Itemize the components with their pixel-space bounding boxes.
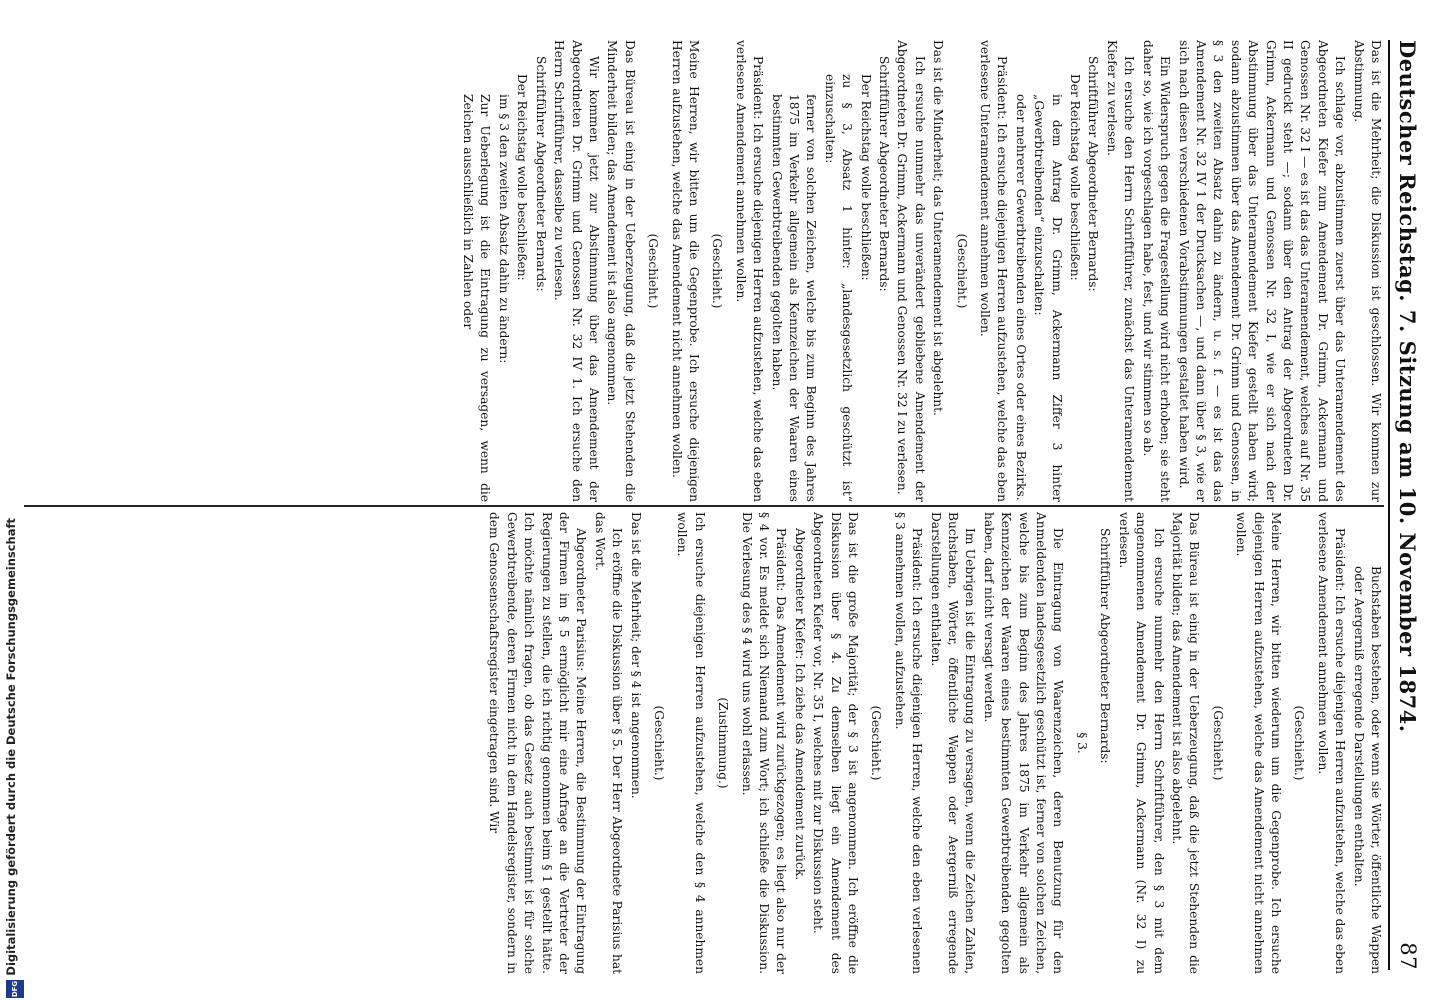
- paragraph: oder mehrerer Gewerbtreibenden eines Ortes oder eines Bezirks.: [1013, 94, 1028, 501]
- paragraph: Buchstaben bestehen, oder wenn sie Wörter, öffentliche Wappen oder Aergerniß erregende Darstellungen enthalten.: [1351, 566, 1383, 974]
- paragraph: (Geschieht.): [651, 705, 666, 781]
- paragraph: in dem Antrag Dr. Grimm, Ackermann Ziffer 3 hinter „Gewerbtreibenden“ einzuschalten:: [1032, 94, 1064, 502]
- paragraph: Ein Widerspruch gegen die Fragestellung wird nicht erhoben; sie steht daher so, wie ich vorgeschlagen habe, fest, und wir stimmen so ab.: [1140, 40, 1173, 502]
- digitization-note: Digitalisierung gefördert durch die Deutsche Forschungsgemeinschaft: [4, 518, 18, 976]
- right-column: [24, 512, 1384, 974]
- paragraph: (Geschieht.): [1210, 705, 1225, 781]
- paragraph: Die Eintragung von Waarenzeichen, deren Benutzung für den Anmeldenden landesgesetzlich geschützt ist, ferner von solchen Zeichen, welche bis zum Beginn des Jahres 1875 im Verkehr allgemein als Kennzeichen der Waaren eines bestimmten Gewerbtreibenden gegolten haben, darf nicht versagt werden.: [981, 512, 1066, 974]
- paragraph: Ich ersuche diejenigen Herren aufzustehen, welche den § 4 annehmen wollen.: [675, 512, 707, 974]
- digitization-sidebar: [0, 0, 36, 1000]
- paragraph: (Geschieht.): [1292, 705, 1307, 781]
- paragraph: (Geschieht.): [869, 705, 884, 781]
- dfg-logo: DFG: [6, 980, 24, 998]
- paragraph: Das ist die Mehrheit; der § 4 ist angenommen.: [628, 512, 643, 799]
- paragraph: Ich ersuche den Herrn Schriftführer, zunächst das Unteramendement Kiefer zu verlesen.: [1104, 40, 1137, 502]
- paragraph: Das ist die Mehrheit; die Diskussion ist geschlossen. Wir kommen zur Abstimmung.: [1351, 40, 1383, 502]
- paragraph: ferner von solchen Zeichen, welche bis zum Beginn des Jahres 1875 im Verkehr allgemein als Kennzeichen der Waaren eines bestimmten Gewerbtreibenden gegolten haben.: [769, 94, 819, 502]
- paragraph: § 3.: [1074, 732, 1089, 754]
- paragraph: Ich eröffne die Diskussion über § 5. Der Herr Abgeordnete Parisius hat das Wort.: [592, 512, 625, 974]
- paragraph: Wir kommen jetzt zur Abstimmung über das Amendement der Abgeordneten Dr. Grimm und Genossen Nr. 32 IV 1. Ich ersuche den Herrn Schriftführer, dasselbe zu verlesen.: [552, 40, 601, 502]
- paragraph: Das Büreau ist einig in der Ueberzeugung, daß die jetzt Stehenden die Minderheit bilden; das Amendement ist also angenommen.: [605, 40, 637, 502]
- paragraph: Meine Herren, wir bitten wiederum um die Gegenprobe. Ich ersuche diejenigen Herren aufzustehen, welche das Amendement nicht annehmen wollen.: [1234, 512, 1283, 974]
- paragraph: Meine Herren, wir bitten um die Gegenprobe. Ich ersuche diejenigen Herren aufzustehen, welche das Amendement nicht annehmen wollen.: [669, 40, 701, 502]
- paragraph: Schriftführer Abgeordneter Bernards:: [533, 56, 548, 292]
- paragraph: (Geschieht.): [954, 233, 969, 309]
- paragraph: Das ist die große Majorität; der § 3 ist angenommen. Ich eröffne die Diskussion über § 4. Zu demselben liegt ein Amendement des Abgeordneten Kiefer vor, Nr. 35 I, welches mit zur Diskussion steht.: [811, 512, 861, 974]
- paragraph: Schriftführer Abgeordneter Bernards:: [1086, 56, 1101, 292]
- paragraph: Präsident: Ich ersuche diejenigen Herren, welche den eben verlesenen § 3 annehmen wollen, aufzustehen.: [892, 512, 925, 974]
- paragraph: (Geschieht.): [646, 233, 661, 309]
- paragraph: Präsident: Das Amendement wird zurückgezogen; es liegt also nur der § 4 vor. Es meldet sich Niemand zum Wort; ich schließe die Diskussion. Die Verlesung des § 4 wird uns wohl erlassen.: [739, 512, 789, 974]
- paragraph: Präsident: Ich ersuche diejenigen Herren aufzustehen, welche das eben verlesene Amendement annehmen wollen.: [733, 40, 766, 502]
- paragraph: Der Reichstag wolle beschließen:: [858, 74, 873, 281]
- paragraph: Abgeordneter Parisius: Meine Herren, die Bestimmung der Eintragung der Firmen im § 5 ermöglicht mir eine Anfrage an die Vertreter der Regierungen zu stellen, die ich richtig genommen beim § 1 gestellt hätte. Ich möchte nämlich fragen, ob das Gesetz auch bestimmt ist für solche Gewerbtreibende, deren Firmen nicht in dem Handelsregister, sondern in dem Genossenschaftsregister eingetragen sind. Wir: [487, 512, 589, 974]
- paragraph: Der Reichstag wolle beschließen:: [1068, 74, 1083, 281]
- paragraph: Ich ersuche nunmehr das unverändert gebliebene Amendement der Abgeordneten Dr. Grimm, Ackermann und Genossen Nr. 32 I zu verlesen.: [895, 40, 927, 502]
- left-column: [24, 40, 1384, 502]
- paragraph: Das Büreau ist einig in der Ueberzeugung, daß die jetzt Stehenden die Majorität bilden; das Amendement ist also abgelehnt.: [1169, 512, 1202, 974]
- paragraph: Das ist die Minderheit; das Unteramendement ist abgelehnt.: [931, 40, 946, 416]
- paragraph: Präsident: Ich ersuche diejenigen Herren aufzustehen, welche das eben verlesene Unteramendement annehmen wollen.: [978, 40, 1010, 502]
- paragraph: zu § 3, Absatz 1 hinter: „landesgesetzlich geschützt ist“ einzuschalten:: [822, 74, 855, 502]
- paragraph: Schriftführer Abgeordneter Bernards:: [877, 56, 892, 292]
- header-title: Deutscher Reichstag. 7. Sitzung am 10. November 1874.: [1395, 40, 1421, 733]
- paragraph: Ich schlage vor, abzustimmen zuerst über das Unteramendement des Abgeordneten Kiefer zum Amendement Dr. Grimm, Ackermann und Genossen Nr. 32 I — es ist das das Unteramendement, welches auf Nr. 35 II gedruckt steht —; sodann über den Antrag der Abgeordneten Dr. Grimm, Ackermann und Genossen Nr. 32 I, wie er sich nach der Abstimmung über das Unteramendement Kiefer gestellt haben wird; sodann abzustimmen über das Amendement Dr. Grimm und Genossen, in § 3 den zweiten Absatz dahin zu ändern, u. s. f. — es ist das das Amendement Nr. 32 IV 1 der Drucksachen —, und dann über § 3, wie er sich nach diesen verschiedenen Vorabstimmungen gestaltet haben wird.: [1176, 40, 1348, 502]
- page-header: [1388, 40, 1426, 970]
- paragraph: Präsident: Ich ersuche diejenigen Herren aufzustehen, welche das eben verlesene Amendement annehmen wollen.: [1315, 512, 1348, 974]
- page-number: 87: [1396, 942, 1420, 970]
- paragraph: Ich ersuche nunmehr den Herrn Schriftführer, den § 3 mit dem angenommenen Amendement Dr. Grimm, Ackermann (Nr. 32 I) zu verlesen.: [1116, 512, 1166, 974]
- paragraph: im § 3 den zweiten Absatz dahin zu ändern:: [496, 94, 511, 364]
- paragraph: (Zustimmung.): [716, 697, 731, 789]
- paragraph: Im Uebrigen ist die Eintragung zu versagen, wenn die Zeichen Zahlen, Buchstaben, Wörter, öffentliche Wappen oder Aergerniß erregende Darstellungen enthalten.: [928, 512, 978, 974]
- column-divider: [24, 505, 1384, 507]
- paragraph: Schriftführer Abgeordneter Bernards:: [1098, 528, 1113, 764]
- paragraph: Abgeordneter Kiefer: Ich ziehe das Amendement zurück.: [792, 528, 807, 881]
- paragraph: Der Reichstag wolle beschließen:: [515, 74, 530, 281]
- paragraph: (Geschieht.): [710, 233, 725, 309]
- paragraph: Zur Ueberlegung ist die Eintragung zu versagen, wenn die Zeichen ausschließlich in Zahlen oder: [461, 94, 493, 502]
